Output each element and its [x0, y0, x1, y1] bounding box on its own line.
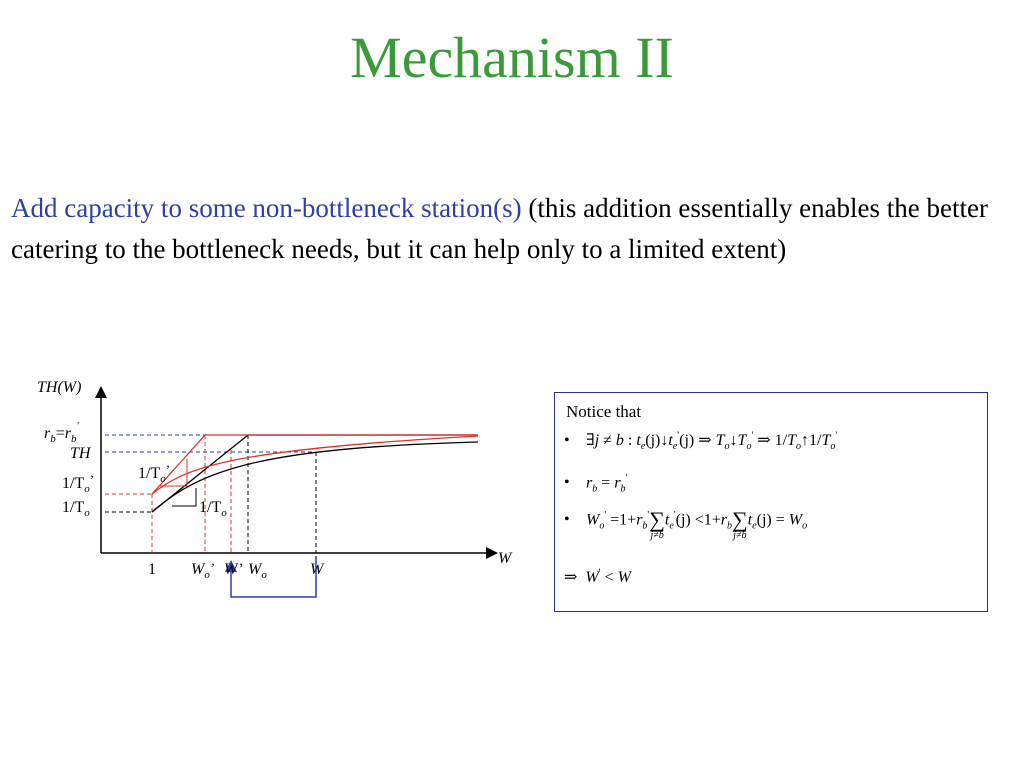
- bullet: •: [564, 511, 570, 529]
- bullet: •: [564, 432, 570, 449]
- notice-line-2: • $r_b = r_b'$: [564, 473, 628, 495]
- x-label-w: W: [310, 561, 324, 578]
- body-rest: (this addition essentially enables the better catering to the bottleneck needs, but it can help only to a limited extent): [11, 193, 988, 264]
- body-highlight: Add capacity to some non-bottleneck station(s): [11, 193, 522, 223]
- slope-label-tp: $1/T_o^’$: [138, 462, 171, 485]
- throughput-graph: [0, 360, 520, 610]
- notice-line-1: • ∃j ≠ b : $t_e(j)↓t_e'(j)$ ⇒ $T_o↓T_o'$ ⇒ $1/T_o↑1/T_o'$: [564, 430, 838, 453]
- x-axis-label: W: [498, 550, 512, 567]
- th-label: TH: [70, 445, 91, 462]
- improvement-arrow: [231, 556, 316, 597]
- x-label-wo: $W_o$: [248, 561, 267, 581]
- slide-body: [11, 188, 1011, 270]
- inv-tp-label: $1/T_o^’$: [62, 472, 95, 495]
- inv-t-label: $1/T_o$: [62, 499, 90, 519]
- rb-label: $r_b=r_b'$: [44, 421, 79, 445]
- y-axis-label: TH(W): [37, 379, 82, 396]
- x-label-wop: $W_o^’$: [191, 560, 215, 581]
- x-label-one: 1: [148, 561, 156, 578]
- notice-line-3: • $W_o' =1+r_b'$ ∑ j≠b $t_e'(j) <1+r_b$ ∑ j≠b $t_e(j) = W_o$: [564, 507, 808, 541]
- slide-title: Mechanism II: [350, 25, 674, 90]
- notice-line-4: ⇒ W' < W: [564, 567, 631, 586]
- x-label-wp: W’: [224, 561, 243, 578]
- improved-th-curve: [152, 436, 478, 494]
- slope-label-t: $1/T_o$: [199, 499, 227, 519]
- slope-triangle-black: [172, 488, 196, 506]
- bullet: •: [564, 474, 570, 492]
- notice-box: [554, 392, 988, 612]
- notice-heading: Notice that: [566, 402, 642, 421]
